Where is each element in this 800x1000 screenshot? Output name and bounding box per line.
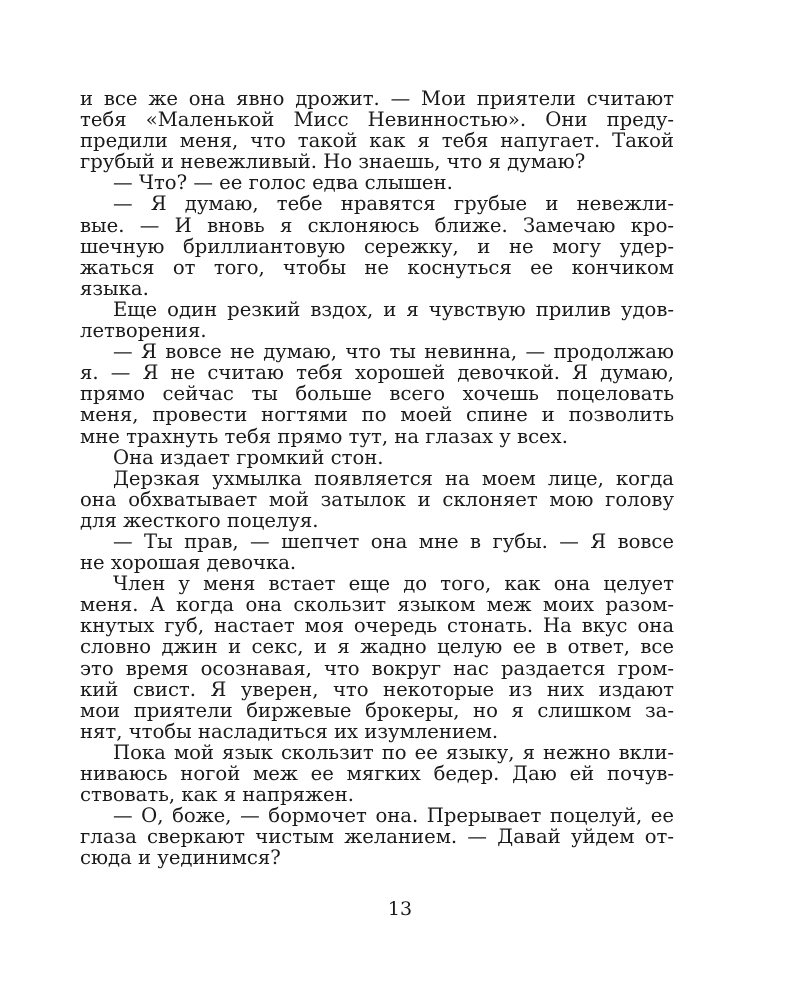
text-line: сюда и уединимся? — [80, 846, 281, 870]
text-line: кий свист. Я уверен, что некоторые из них издают — [80, 677, 674, 701]
text-line: ниваюсь ногой меж ее мягких бедер. Даю ей почув- — [80, 762, 674, 785]
text-line: она обхватывает мой затылок и склоняет мою голову — [80, 487, 674, 511]
text-line: Пока мой язык скользит по ее языку, я нежно вкли- — [113, 740, 674, 764]
text-line: — Ты прав, — шепчет она мне в губы. — Я вовсе — [113, 529, 674, 553]
text-line: мне трахнуть тебя прямо тут, на глазах у всех. — [80, 424, 568, 448]
text-line: я. — Я не считаю тебя хорошей девочкой. Я думаю, — [80, 361, 674, 385]
text-line: Дерзкая ухмылка появляется на моем лице, когда — [113, 466, 674, 490]
text-line: словно джин и секс, и я жадно целую ее в ответ, все — [80, 635, 674, 659]
text-line: нят, чтобы насладиться их изумлением. — [80, 719, 499, 743]
text-line: вые. — И вновь я склоняюсь ближе. Замечаю кро- — [80, 213, 674, 237]
text-line: и все же она явно дрожит. — Мои приятели считают — [80, 87, 674, 110]
text-line: это время осознавая, что вокруг нас раздается гром- — [80, 656, 674, 680]
text-line: — Что? — ее голос едва слышен. — [113, 171, 453, 195]
text-line: ствовать, как я напряжен. — [80, 783, 354, 807]
body-text — [80, 88, 674, 868]
text-line: кнутых губ, настает моя очередь стонать. На вкус она — [80, 614, 674, 638]
text-line: не хорошая девочка. — [80, 551, 297, 575]
text-line: летворения. — [80, 319, 207, 343]
text-line: прямо сейчас ты больше всего хочешь поцеловать — [80, 382, 674, 406]
text-line: для жесткого поцелуя. — [80, 508, 319, 532]
text-line: меня, провести ногтями по моей спине и позволить — [80, 403, 674, 427]
text-line: грубый и невежливый. Но знаешь, что я думаю? — [80, 150, 586, 174]
text-line: мои приятели биржевые брокеры, но я слишком за- — [80, 698, 674, 722]
text-line: глаза сверкают чистым желанием. — Давай уйдем от- — [80, 825, 674, 849]
text-line: языка. — [80, 276, 149, 300]
text-line: — О, боже, — бормочет она. Прерывает поцелуй, ее — [113, 804, 674, 828]
text-line: шечную бриллиантовую сережку, и не могу удер- — [80, 234, 674, 258]
text-line: тебя «Маленькой Мисс Невинностью». Они преду- — [80, 108, 674, 132]
page-number: 13 — [387, 898, 413, 920]
text-line: жаться от того, чтобы не коснуться ее кончиком — [80, 255, 674, 279]
text-line: — Я вовсе не думаю, что ты невинна, — продолжаю — [113, 340, 674, 364]
text-line: Она издает громкий стон. — [113, 445, 384, 469]
text-line: — Я думаю, тебе нравятся грубые и невежли- — [113, 192, 674, 216]
text-line: меня. А когда она скользит языком меж моих разом- — [80, 593, 674, 617]
text-line: предили меня, что такой как я тебя напугает. Такой — [80, 129, 674, 153]
text-line: Еще один резкий вздох, и я чувствую прилив удов- — [113, 297, 674, 321]
text-line: Член у меня встает еще до того, как она целует — [113, 572, 674, 596]
